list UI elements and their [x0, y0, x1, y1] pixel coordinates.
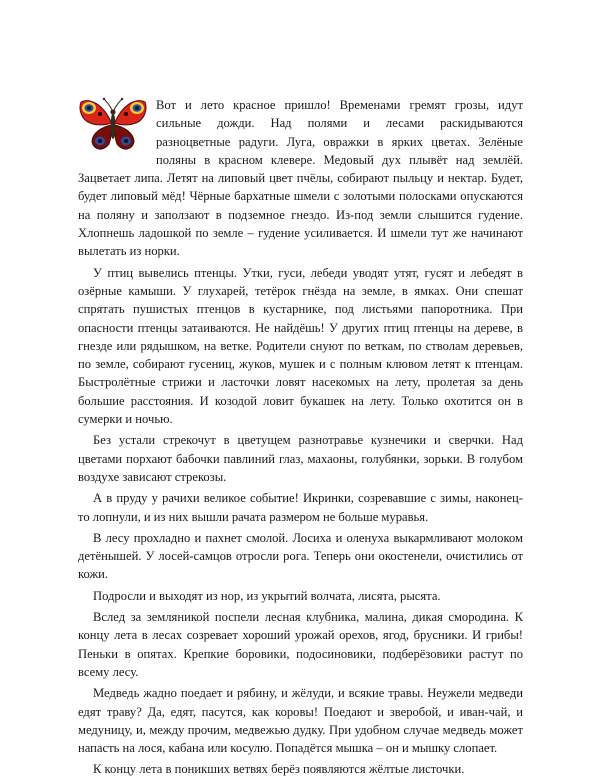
- paragraph: [78, 96, 523, 261]
- paragraph: У птиц вывелись птенцы. Утки, гуси, лебеди уводят утят, гусят и лебедят в озёрные камыши. У глухарей, тетёрок гнёзда на земле, в ямках. Они спешат спрятать пушистых птенцов в кустарнике, под листьями папоротника. При опасности птенцы затаиваются. Не найдёшь! У других птиц птенцы на дереве, в гнезде или рядышком, на ветке. Родители снуют по веткам, по стволам деревьев, по земле, собирают гусениц, жуков, мушек и с полным клювом летят к птенцам. Быстролётные стрижи и ласточки ловят насекомых на лету, пролетая за день большие расстояния. И козодой ловит букашек на лету. Только охотится он в сумерки и ночью.: [78, 265, 523, 427]
- paragraph: Без устали стрекочут в цветущем разнотравье кузнечики и сверчки. Над цветами порхают бабочки павлиний глаз, махаоны, голубянки, зорьки. В голубом воздухе зависают стрекозы.: [78, 433, 523, 484]
- article-body: [78, 96, 523, 782]
- paragraph: В лесу прохладно и пахнет смолой. Лосиха и оленуха выкармливают молоком детёнышей. У лосей-самцов отросли рога. Теперь они окостенели, очистились от кожи.: [78, 530, 523, 582]
- paragraph: К концу лета в поникших ветвях берёз появляются жёлтые листочки.: [93, 762, 465, 777]
- paragraph: Медведь жадно поедает и рябину, и жёлуди, и всякие травы. Неужели медведи едят траву? Да, едят, пасутся, как коровы! Поедают и зверобой, и иван-чай, и медуницу, и, между прочим, медвежью дудку. При удобном случае медведь может напасть на лося, кабана или косулю. Попадётся мышка – он и мышку слопает.: [78, 686, 523, 756]
- paragraph: Подросли и выходят из нор, из укрытий волчата, лисята, рысята.: [93, 588, 441, 603]
- paragraph: Вслед за земляникой поспели лесная клубника, малина, дикая смородина. К концу лета в лесах созревает хороший урожай орехов, ягод, брусники. И грибы! Пеньки в опятах. Крепкие боровики, подосиновики, подберёзовики растут по всему лесу.: [78, 610, 523, 679]
- paragraph-text: Вот и лето красное пришло! Временами гремят грозы, идут сильные дожди. Над полями и лесами раскидываются разноцветные радуги. Луга, овражки в ярких цветах. Зелёные поляны в красном клевере. Медовый дух плывёт над землёй. Зацветает липа. Летят на липовый цвет пчёлы, собирают пыльцу и нектар. Будет, будет липовый мёд! Чёрные бархатные шмели с золотыми полосками опускаются на поляну и заползают в подземное гнездо. Из-под земли слышится гудение. Хлопнешь ладошкой по земле – гудение усиливается. И шмели тут же начинают вылетать из норки.: [78, 98, 523, 259]
- peacock-butterfly-icon: [78, 96, 148, 154]
- paragraph: А в пруду у рачихи великое событие! Икринки, созревавшие с зимы, наконец-то лопнули, и из них вышли рачата размером не больше муравья.: [78, 491, 523, 524]
